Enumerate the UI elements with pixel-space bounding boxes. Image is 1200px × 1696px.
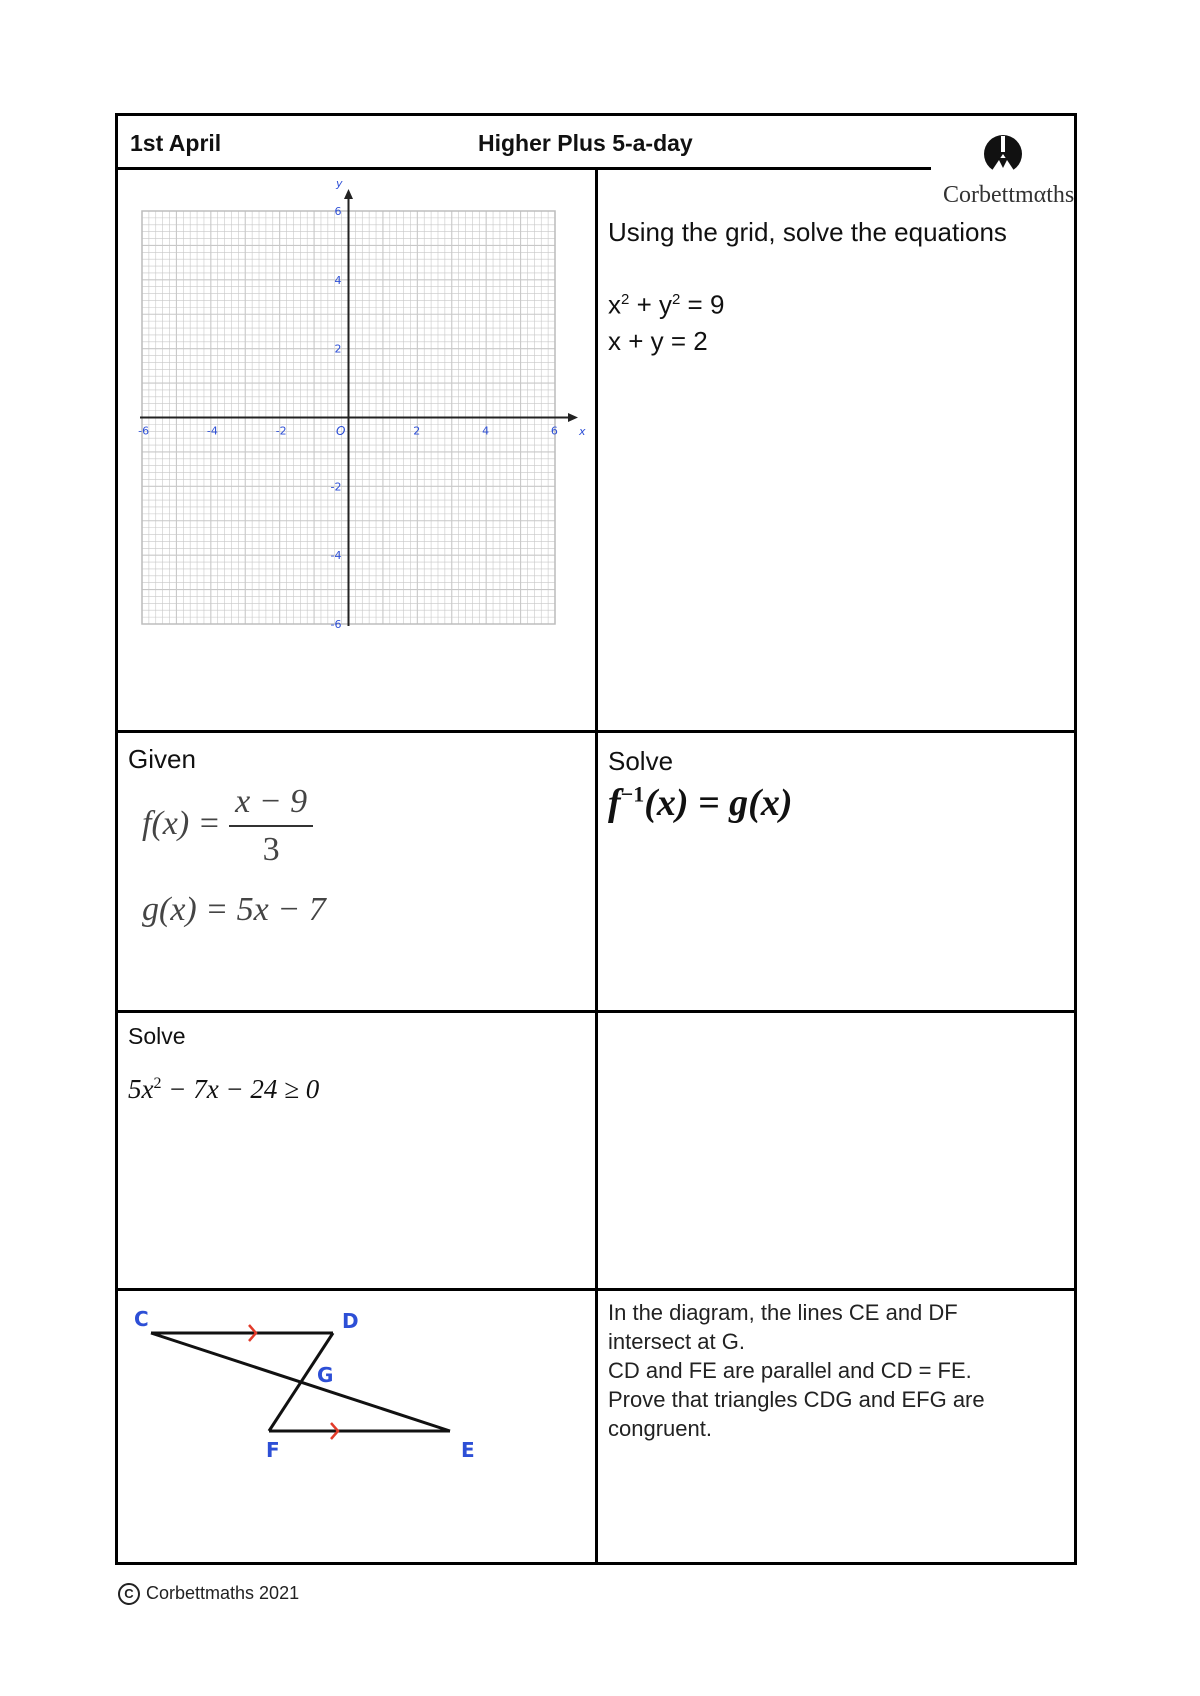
- footer-text: Corbettmaths 2021: [146, 1583, 300, 1603]
- f-denominator: 3: [262, 831, 280, 868]
- logo-text: Corbettmαths: [943, 182, 1075, 208]
- inverse-rest: (x) = g(x): [644, 782, 793, 824]
- x-tick-label: 4: [482, 424, 490, 438]
- x-tick-label: 6: [550, 424, 558, 438]
- f-fraction: [229, 783, 313, 869]
- x-axis-label: x: [579, 425, 586, 438]
- grid-cell: [118, 171, 595, 730]
- label-f: F: [266, 1438, 280, 1462]
- y-tick-label: 4: [334, 273, 342, 287]
- eq1-rhs: = 9: [680, 289, 725, 320]
- y-tick-label: -4: [330, 549, 342, 563]
- q1-equation-1: [608, 282, 1068, 323]
- row-divider: [118, 1010, 1074, 1013]
- q1-instruction: Using the grid, solve the equations: [608, 217, 1007, 247]
- g-definition: g(x) = 5x − 7: [142, 891, 326, 928]
- inequality: [128, 1074, 588, 1105]
- q5-line: congruent.: [608, 1416, 712, 1441]
- x-tick-label: -4: [206, 424, 218, 438]
- header: [118, 116, 1075, 208]
- q5-line: Prove that triangles CDG and EFG are: [608, 1387, 985, 1412]
- eq1-exp-2: 2: [671, 291, 681, 308]
- q5-line: CD and FE are parallel and CD = FE.: [608, 1358, 972, 1383]
- corbettmaths-logo: [931, 134, 1076, 209]
- label-e: E: [461, 1438, 475, 1462]
- inverse-exponent: −1: [620, 781, 645, 807]
- header-divider: [118, 167, 931, 170]
- footer: [118, 1583, 299, 1605]
- logo-icon: [931, 134, 1076, 179]
- coordinate-grid: [118, 171, 595, 730]
- inverse-f: f: [608, 782, 621, 824]
- inequality-term: 5x: [128, 1074, 154, 1104]
- x-tick-label: -2: [275, 424, 287, 438]
- triangles-diagram: [118, 1291, 595, 1471]
- inequality-exponent: 2: [153, 1075, 162, 1092]
- date-label: 1st April: [130, 130, 222, 156]
- inequality-rest: − 7x − 24 ≥ 0: [161, 1074, 320, 1104]
- q1-equation-2: x + y = 2: [608, 325, 708, 356]
- question-3: [608, 743, 1068, 825]
- eq1-exp: 2: [621, 291, 630, 308]
- f-numerator: x − 9: [229, 783, 313, 827]
- eq1-y: + y: [629, 289, 672, 320]
- question-2: [128, 741, 588, 929]
- f-lhs: f(x) =: [142, 804, 230, 842]
- x-tick-label: 2: [413, 424, 421, 438]
- worksheet: [115, 113, 1077, 1565]
- eq1-x: x: [608, 289, 621, 320]
- q2-given-label: Given: [128, 744, 196, 774]
- page-title: Higher Plus 5-a-day: [478, 130, 693, 156]
- y-axis-label: y: [336, 177, 343, 190]
- label-g: G: [317, 1363, 334, 1387]
- y-tick-label: -6: [330, 617, 342, 631]
- q5-line: intersect at G.: [608, 1329, 745, 1354]
- f-definition: [142, 783, 588, 869]
- diagram-cell: [118, 1291, 595, 1565]
- q5-line: In the diagram, the lines CE and DF: [608, 1300, 958, 1325]
- question-1: [608, 214, 1068, 359]
- question-5: [608, 1298, 1068, 1443]
- label-d: D: [342, 1309, 359, 1333]
- y-tick-label: 6: [334, 205, 342, 219]
- column-divider: [595, 168, 598, 1565]
- x-tick-label: -6: [138, 424, 150, 438]
- label-c: C: [134, 1307, 149, 1331]
- question-4: [128, 1018, 588, 1105]
- q4-solve-label: Solve: [128, 1023, 186, 1049]
- x-axis-arrow: [568, 413, 578, 422]
- y-axis-arrow: [344, 189, 353, 199]
- y-tick-label: 2: [334, 342, 342, 356]
- row-divider: [118, 730, 1074, 733]
- q3-solve-label: Solve: [608, 746, 674, 776]
- origin-label: O: [336, 424, 346, 438]
- y-tick-label: -2: [330, 480, 342, 494]
- copyright-icon: C: [118, 1583, 140, 1605]
- inverse-equation: [608, 781, 1068, 825]
